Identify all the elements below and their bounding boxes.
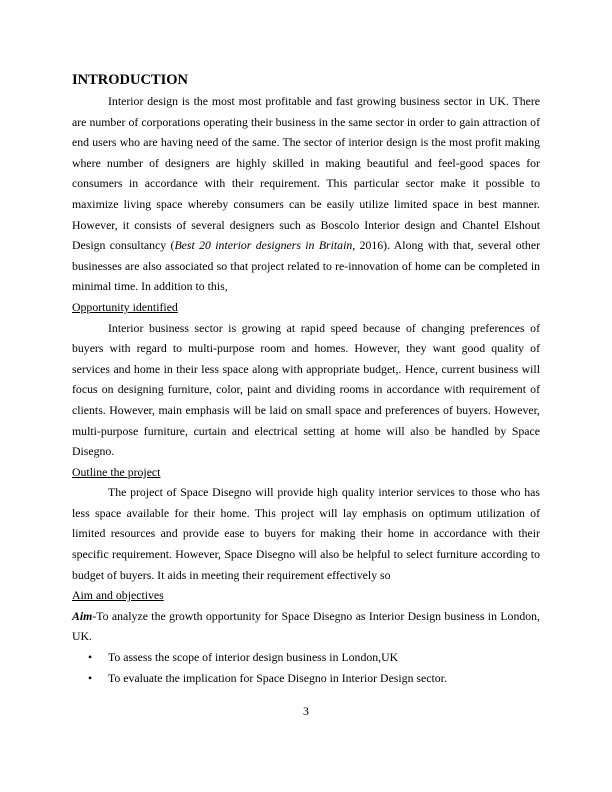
opportunity-heading: Opportunity identified [72,299,178,314]
aim-text: -To analyze the growth opportunity for Space Disegno as Interior Design business in London, UK. [72,608,540,644]
aim-paragraph [72,606,540,647]
citation-italic: Best 20 interior designers in Britain, [174,238,356,253]
intro-text-part1: Interior design is the most most profitable and fast growing business sector in UK. There are number of corporations operating their business in the same sector in order to gain attraction of end users who are having need of the same. The sector of interior design is the most profit making where number of designers are highly skilled in making beautiful and feel-good spaces for consumers in accordance with their requirement. This particular sector make it possible to maximize living space whereby consumers can be easily utilize limited space in best manner. However, it consists of several designers such as Boscolo Interior design and Chantel Elshout Design consultancy ( [72,94,540,253]
aims-heading: Aim and objectives [72,588,164,603]
intro-paragraph [72,91,540,297]
document-page [72,70,540,688]
opportunity-paragraph: Interior business sector is growing at rapid speed because of changing preferences of buyers with regard to multi-purpose room and homes. However, they want good quality of services and home in their less space along with appropriate budget,. Hence, current business will focus on designing furniture, color, paint and dividing rooms in accordance with requirement of clients. However, main emphasis will be laid on small space and preferences of buyers. However, multi-purpose furniture, curtain and electrical setting at home will also be handled by Space Disegno. [72,320,540,459]
aim-label: Aim [72,608,93,623]
objectives-list [72,647,540,688]
page-number: 3 [303,704,309,718]
objective-text: To evaluate the implication for Space Disegno in Interior Design sector. [108,670,447,685]
intro-text-part2: 2016). Along with that, several other businesses are also associated so that project related to re-innovation of home can be completed in minimal time. In addition to this, [72,238,540,294]
list-item [72,668,540,689]
list-item [72,647,540,668]
outline-paragraph: The project of Space Disegno will provide high quality interior services to those who has less space available for their home. This project will lay emphasis on optimum utilization of limited resources and provide ease to buyers for making their home in accordance with their specific requirement. However, Space Disegno will also be helpful to select furniture according to budget of buyers. It aids in meeting their requirement effectively so [72,485,540,582]
bullet-icon: • [88,650,93,665]
section-heading-introduction: INTRODUCTION [72,72,189,88]
outline-heading: Outline the project [72,464,161,479]
objective-text: To assess the scope of interior design business in London,UK [108,650,399,665]
bullet-icon: • [88,670,93,685]
